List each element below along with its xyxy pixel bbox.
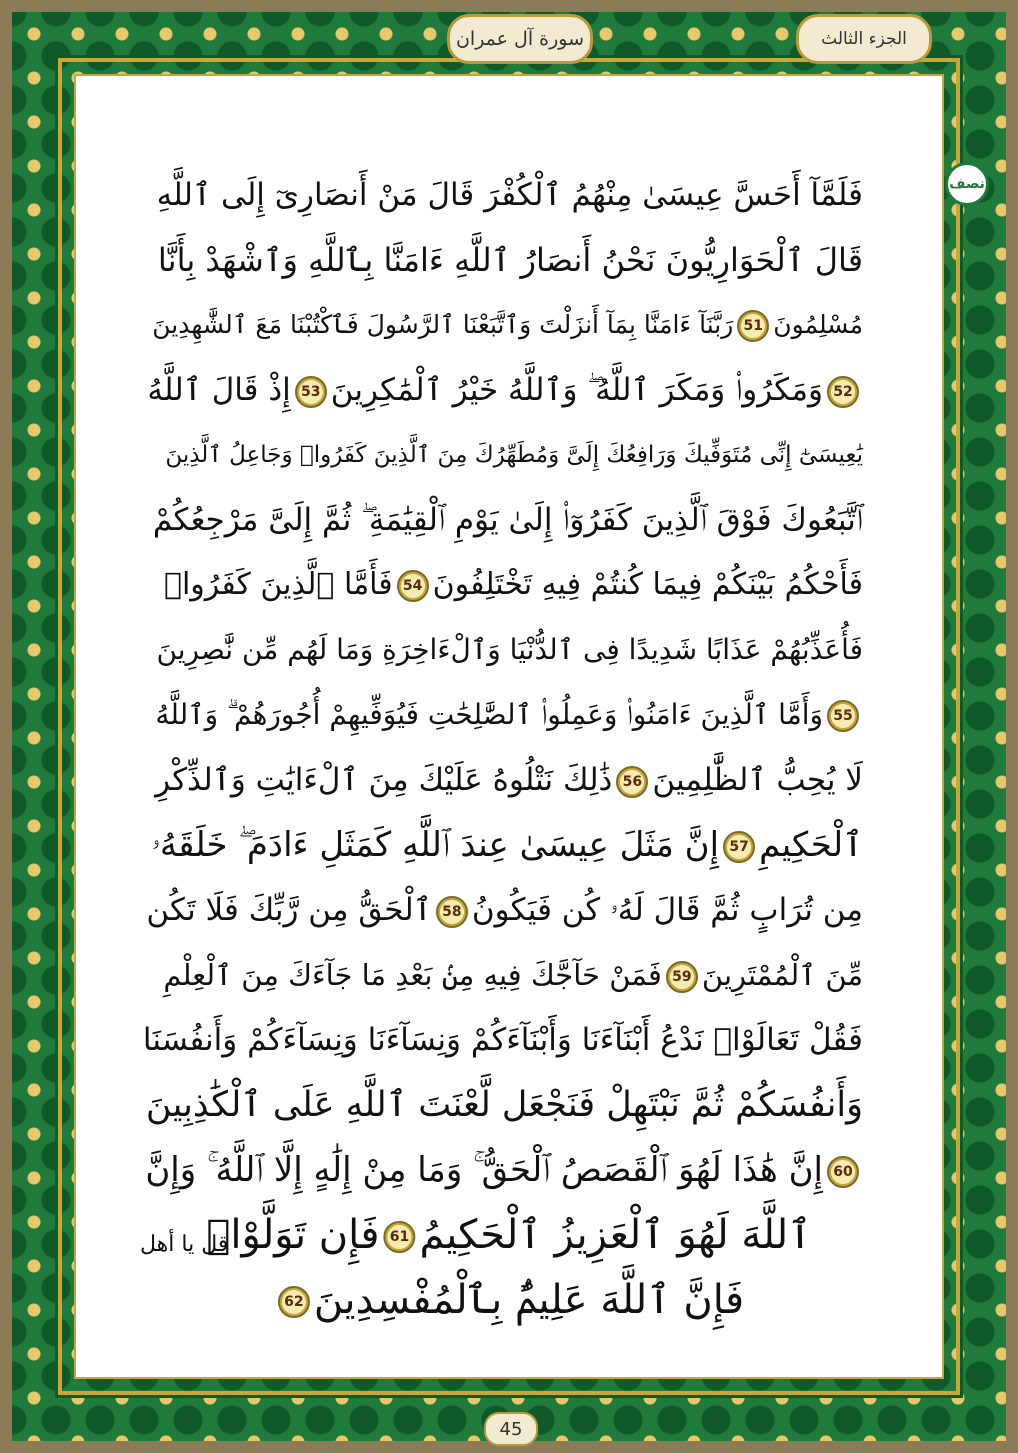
text-line xyxy=(158,225,863,295)
verse-text: فَأَحْكُمُ بَيْنَكُمْ فِيمَا كُنتُمْ فِيهِ تَخْتَلِفُونَ xyxy=(432,567,863,602)
verse-text: قَالَ ٱلْحَوَارِيُّونَ نَحْنُ أَنصَارُ ٱللَّهِ ءَامَنَّا بِٱللَّهِ وَٱشْهَدْ بِأَنَّا xyxy=(157,241,863,279)
text-line xyxy=(274,1265,744,1335)
ayah-number-marker: 52 xyxy=(827,376,859,408)
verse-text: مِّنَ ٱلْمُمْتَرِينَ xyxy=(701,958,863,992)
verse-text: فَأُعَذِّبُهُمْ عَذَابًا شَدِيدًا فِى ٱلدُّنْيَا وَٱلْءَاخِرَةِ وَمَا لَهُم مِّن نَّٰصِرِينَ xyxy=(156,633,863,666)
text-line xyxy=(153,485,863,555)
text-line xyxy=(145,1135,863,1205)
verse-text: مُسْلِمُونَ xyxy=(773,310,863,339)
ayah-number-marker: 56 xyxy=(616,766,648,798)
text-line xyxy=(152,290,863,360)
verse-text: وَأَنفُسَكُمْ ثُمَّ نَبْتَهِلْ فَنَجْعَل لَّعْنَتَ ٱللَّهِ عَلَى ٱلْكَٰذِبِينَ xyxy=(145,1085,863,1125)
verse-text: إِنَّ مَثَلَ عِيسَىٰ عِندَ ٱللَّهِ كَمَثَلِ ءَادَمَ ۖ خَلَقَهُۥ xyxy=(151,825,720,865)
verse-text: فَإِن تَوَلَّوْا۟ xyxy=(206,1212,380,1258)
verse-text: ذَٰلِكَ نَتْلُوهُ عَلَيْكَ مِنَ ٱلْءَايَٰتِ وَٱلذِّكْرِ xyxy=(155,762,613,798)
ayah-number-marker: 53 xyxy=(295,376,327,408)
verse-text: إِنَّ هَٰذَا لَهُوَ ٱلْقَصَصُ ٱلْحَقُّ ۚ وَمَا مِنْ إِلَٰهٍ إِلَّا ٱللَّهُ ۚ وَإِنَّ xyxy=(145,1150,823,1190)
hizb-half-marker: نصف xyxy=(945,162,989,206)
text-line xyxy=(155,745,863,815)
surah-name-label: سورة آل عمران xyxy=(447,14,593,64)
verse-text: مِن تُرَابٍ ثُمَّ قَالَ لَهُۥ كُن فَيَكُونُ xyxy=(471,892,863,928)
verse-text: وَأَمَّا ٱلَّذِينَ ءَامَنُوا۟ وَعَمِلُوا۟ ٱلصَّٰلِحَٰتِ فَيُوَفِّيهِمْ أُجُورَهُمْ ۗ وَٱللَّهُ xyxy=(155,698,823,731)
text-line xyxy=(147,355,863,425)
verse-text: إِذْ قَالَ ٱللَّهُ xyxy=(147,372,291,408)
ayah-number-marker: 58 xyxy=(436,896,468,928)
ayah-number-marker: 60 xyxy=(827,1156,859,1188)
text-line xyxy=(146,875,863,945)
verse-text: ٱلْحَكِيمِ xyxy=(759,825,863,865)
ayah-number-marker: 55 xyxy=(827,700,859,732)
verse-text: فَلَمَّآ أَحَسَّ عِيسَىٰ مِنْهُمُ ٱلْكُفْرَ قَالَ مَنْ أَنصَارِىٓ إِلَى ٱللَّهِ xyxy=(156,177,863,213)
verse-text: لَا يُحِبُّ ٱلظَّٰلِمِينَ xyxy=(652,762,863,798)
juz-label: الجزء الثالث xyxy=(796,14,932,64)
verse-text: رَبَّنَآ ءَامَنَّا بِمَآ أَنزَلْتَ وَٱتَّبَعْنَا ٱلرَّسُولَ فَٱكْتُبْنَا مَعَ ٱلشَّٰهِدِينَ xyxy=(152,310,734,339)
ayah-number-marker: 57 xyxy=(723,831,755,863)
text-line xyxy=(164,550,863,620)
text-line xyxy=(163,940,863,1010)
text-line xyxy=(155,680,863,750)
text-line xyxy=(143,1005,863,1075)
verse-text: وَمَكَرُوا۟ وَمَكَرَ ٱللَّهُ ۖ وَٱللَّهُ خَيْرُ ٱلْمَٰكِرِينَ xyxy=(330,372,823,408)
ayah-number-marker: 61 xyxy=(384,1221,416,1253)
page-number: 45 xyxy=(484,1412,538,1446)
text-line xyxy=(157,160,863,230)
text-line xyxy=(146,1070,863,1140)
text-line xyxy=(165,420,863,490)
verse-text: ٱللَّهَ لَهُوَ ٱلْعَزِيزُ ٱلْحَكِيمُ xyxy=(419,1212,812,1258)
ayah-number-marker: 51 xyxy=(737,310,769,342)
text-line xyxy=(151,810,863,880)
verse-text: فَأَمَّا ٱلَّذِينَ كَفَرُوا۟ xyxy=(163,567,393,602)
text-line xyxy=(206,1200,811,1270)
ayah-number-marker: 54 xyxy=(397,570,429,602)
verse-text: ٱتَّبَعُوكَ فَوْقَ ٱلَّذِينَ كَفَرُوٓا۟ إِلَىٰ يَوْمِ ٱلْقِيَٰمَةِ ۖ ثُمَّ إِلَىَّ مَرْجِعُكُمْ xyxy=(152,502,863,538)
ayah-number-marker: 59 xyxy=(666,961,698,993)
verse-text: ٱلْحَقُّ مِن رَّبِّكَ فَلَا تَكُن xyxy=(146,892,432,928)
catchword: قل يا أهل xyxy=(140,1232,229,1257)
ayah-number-marker: 62 xyxy=(278,1286,310,1318)
verse-text: فَقُلْ تَعَالَوْا۟ نَدْعُ أَبْنَآءَنَا وَأَبْنَآءَكُمْ وَنِسَآءَنَا وَنِسَآءَكُمْ وَأَنفُسَنَا xyxy=(142,1022,863,1058)
verse-text: فَمَنْ حَآجَّكَ فِيهِ مِنۢ بَعْدِ مَا جَآءَكَ مِنَ ٱلْعِلْمِ xyxy=(163,958,662,992)
verse-text: يَٰعِيسَىٰٓ إِنِّى مُتَوَفِّيكَ وَرَافِعُكَ إِلَىَّ وَمُطَهِّرُكَ مِنَ ٱلَّذِينَ كَفَرُوا۟ وَجَاعِلُ ٱلَّذِينَ xyxy=(165,442,863,468)
text-line xyxy=(156,615,863,685)
verse-text: فَإِنَّ ٱللَّهَ عَلِيمٌۢ بِٱلْمُفْسِدِينَ xyxy=(313,1277,745,1323)
